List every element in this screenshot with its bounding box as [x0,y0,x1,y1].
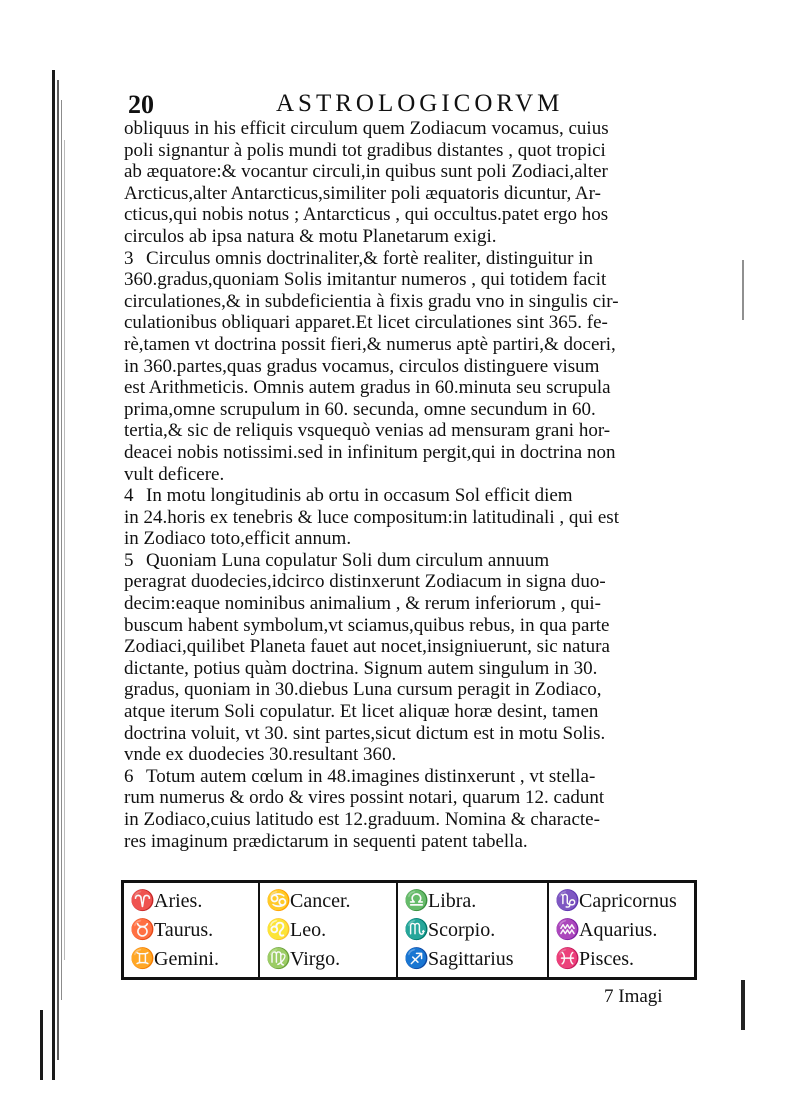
running-title: ASTROLOGICORVM [276,90,564,117]
sign-name: Aries. [154,890,203,912]
zodiac-column [549,883,694,977]
text-line: Zodiaci,quilibet Planeta fauet aut nocet,insigniuerunt, sic natura [124,636,610,658]
page-number: 20 [128,90,154,119]
sign-name: Aquarius. [579,919,658,941]
text-line: res imaginum prædictarum in sequenti patent tabella. [124,830,528,852]
paragraph-4 [124,485,702,550]
taurus-icon: ♉ [130,919,155,941]
text-line: obliquus in his efficit circulum quem Zodiacum vocamus, cuius [124,118,609,139]
text-line: in Zodiaco toto,efficit annum. [124,528,352,550]
text-line: in 24.horis ex tenebris & luce compositum:in latitudinali , qui est [124,506,619,528]
text-line: circulationes,& in subdeficientia à fixis gradu vno in singulis cir- [124,290,619,312]
sign-name: Scorpio. [428,919,496,941]
text-line: circulos ab ipsa natura & motu Planetarum exigi. [124,225,497,247]
page-edge-right [736,60,750,1040]
sign-name: Libra. [428,890,477,912]
cancer-icon: ♋ [266,890,291,912]
paragraph-number: 6 [124,765,134,787]
sign-name: Virgo. [290,948,341,970]
zodiac-signs-table [121,880,697,980]
text-line: dictante, potius quàm doctrina. Signum autem singulum in 30. [124,657,598,679]
text-line: rè,tamen vt doctrina possit fieri,& numerus aptè partiri,& doceri, [124,333,616,355]
leo-icon: ♌ [266,919,291,941]
text-line: gradus, quoniam in 30.diebus Luna cursum peragit in Zodiaco, [124,679,602,701]
text-line: poli signantur à polis mundi tot gradibus distantes , quot tropici [124,139,606,161]
sign-name: Gemini. [154,948,219,970]
zodiac-sign-pisces [555,946,694,975]
aries-icon: ♈ [130,890,155,912]
text-line: in Zodiaco,cuius latitudo est 12.graduum. Nomina & characte- [124,809,600,830]
paragraph-number: 5 [124,549,134,571]
capricorn-icon: ♑ [555,890,580,912]
paragraph-5 [124,550,702,766]
text-line: 360.gradus,quoniam Solis imitantur numeros , qui totidem facit [124,269,607,291]
sign-name: Taurus. [154,919,214,941]
text-line: decim:eaque nominibus animalium , & rerum inferiorum , qui- [124,593,601,615]
zodiac-column [398,883,549,977]
zodiac-sign-gemini [130,946,258,975]
zodiac-column [124,883,260,977]
text-line: doctrina voluit, vt 30. sint partes,sicut dictum est in motu Solis. [124,722,606,744]
text-line: peragrat duodecies,idcirco distinxerunt Zodiacum in signa duo- [124,571,606,593]
zodiac-sign-sagittarius [404,946,547,975]
zodiac-sign-cancer [266,888,396,917]
aquarius-icon: ♒ [555,919,580,941]
text-line: 3 Circulus omnis doctrinaliter,& fortè realiter, distinguitur in [124,247,593,269]
text-line: tertia,& sic de reliquis vsquequò venias ad mensuram grani hor- [124,420,611,442]
sign-name: Cancer. [290,890,351,912]
text-line: vult deficere. [124,463,225,485]
text-line: ab æquatore:& vocantur circuli,in quibus sunt poli Zodiaci,alter [124,161,608,183]
text-line: deacei nobis notissimi.sed in infinitum pergit,qui in doctrina non [124,441,616,463]
sign-name: Sagittarius [428,948,514,970]
text-line: 5 Quoniam Luna copulatur Soli dum circulum annuum [124,549,550,571]
text-line: buscum habent symbolum,vt sciamus,quibus rebus, in qua parte [124,614,610,636]
text-line: prima,omne scrupulum in 60. secunda, omne secundum in 60. [124,398,596,420]
zodiac-sign-taurus [130,917,258,946]
zodiac-column [260,883,398,977]
zodiac-sign-scorpio [404,917,547,946]
text-line: 4 In motu longitudinis ab ortu in occasum Sol efficit diem [124,485,573,507]
sagittarius-icon: ♐ [404,948,429,970]
pisces-icon: ♓ [555,948,580,970]
zodiac-sign-capricornus [555,888,694,917]
scorpio-icon: ♏ [404,919,429,941]
text-line: vnde ex duodecies 30.resultant 360. [124,744,397,766]
virgo-icon: ♍ [266,948,291,970]
zodiac-sign-aries [130,888,258,917]
body-text [124,118,702,852]
paragraph-number: 3 [124,247,134,269]
sign-name: Pisces. [579,948,634,970]
paragraph-3 [124,248,702,486]
text-line: rum numerus & ordo & vires possint notari, quarum 12. cadunt [124,787,605,809]
text-line: Arcticus,alter Antarcticus,similiter poli æquatoris dicuntur, Ar- [124,182,601,204]
zodiac-sign-libra [404,888,547,917]
paragraph [124,118,702,248]
page-edge-left [0,0,70,1100]
text-line: 6 Totum autem cœlum in 48.imagines distinxerunt , vt stella- [124,765,596,787]
text-line: atque iterum Soli copulatur. Et licet aliquæ horæ desint, tamen [124,701,599,723]
libra-icon: ♎ [404,890,429,912]
sign-name: Leo. [290,919,327,941]
zodiac-sign-virgo [266,946,396,975]
paragraph-6 [124,766,702,852]
text-line: culationibus obliquari apparet.Et licet circulationes sint 365. fe- [124,312,608,334]
zodiac-sign-leo [266,917,396,946]
paragraph-number: 4 [124,485,134,507]
catchword: 7 Imagi [604,986,663,1007]
text-line: est Arithmeticis. Omnis autem gradus in 60.minuta seu scrupula [124,377,611,399]
zodiac-sign-aquarius [555,917,694,946]
sign-name: Capricornus [579,890,677,912]
text-line: in 360.partes,quas gradus vocamus, circulos distinguere visum [124,355,600,377]
gemini-icon: ♊ [130,948,155,970]
text-line: cticus,qui nobis notus ; Antarcticus , qui occultus.patet ergo hos [124,204,609,226]
